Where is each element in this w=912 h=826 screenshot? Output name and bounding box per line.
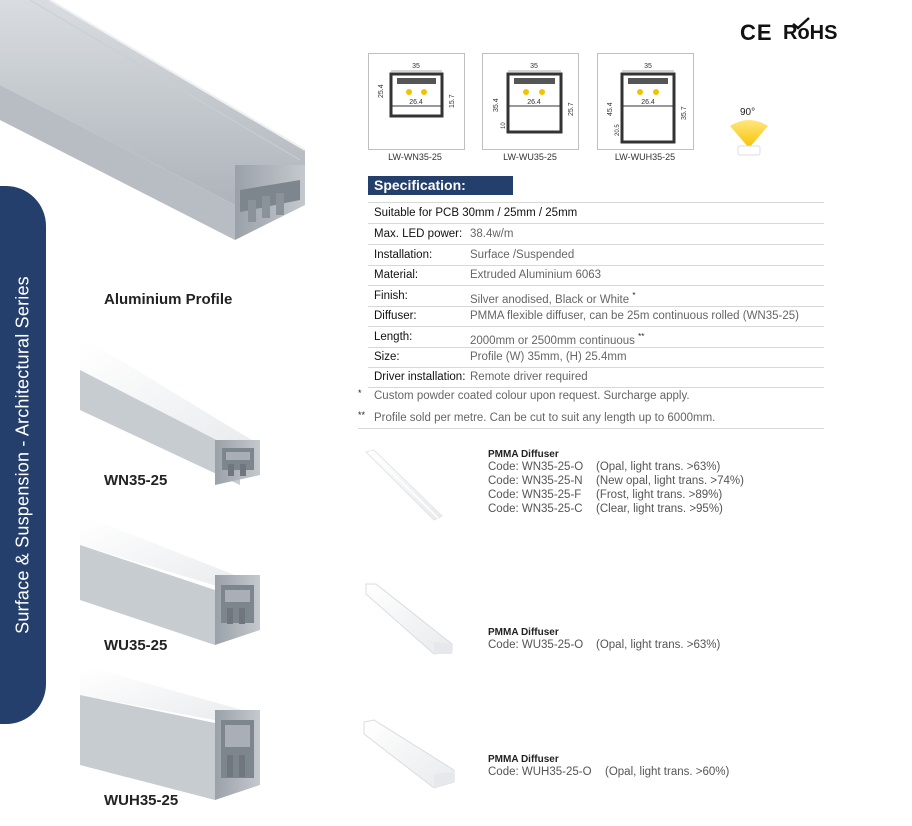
diffuser-code-line: Code: WN35-25-N (New opal, light trans. >74%) [488,475,744,487]
diffuser-code-line: Code: WUH35-25-O (Opal, light trans. >60%) [488,766,730,778]
rohs-text: RoHS [783,22,838,44]
spec-row [368,245,824,266]
beam-angle-label: 90° [740,107,756,118]
spec-row [368,327,824,348]
cs-dim-inner: 26.4 [641,99,655,106]
spec-note [358,386,824,406]
cross-section-wn35-25 [368,53,465,150]
note-mark: * [358,388,362,398]
cs-dim-right: 35.7 [681,106,688,120]
diffuser-block-wu35-25 [488,627,720,652]
diffuser-title: PMMA Diffuser [488,627,559,638]
cs-dim-low: 10 [501,122,507,129]
cs-dim-inner: 26.4 [527,99,541,106]
aluminium-profile-image [0,0,310,245]
spec-value: 38.4w/m [470,228,514,240]
spec-value: Remote driver required [470,371,588,383]
spec-value: Profile (W) 35mm, (H) 25.4mm [470,351,627,363]
cross-section-drawing [483,54,578,149]
model-label-wn35-25: WN35-25 [104,472,168,489]
spec-label: Length: [374,331,413,343]
diffuser-image-wuh35-25 [362,718,457,793]
diffuser-title: PMMA Diffuser [488,449,559,460]
spec-header: Specification: [368,176,513,195]
spec-label: Material: [374,269,419,281]
spec-row [368,224,824,245]
cs-dim-low: 20.5 [615,124,621,136]
side-tab [0,186,46,724]
diffuser-block-wn35-25 [488,449,744,516]
note-text: Profile sold per metre. Can be cut to suit any length up to 6000mm. [374,412,716,424]
cs-dim-width: 35 [412,63,420,70]
spec-row [368,265,824,286]
spec-row-suitable [368,203,824,224]
wn35-25-profile-image [80,340,265,490]
spec-label: Installation: [374,249,433,261]
spec-row [368,306,824,327]
spec-value: 2000mm or 2500mm continuous ** [470,332,645,347]
diffuser-code-line: Code: WN35-25-O (Opal, light trans. >63%) [488,461,721,473]
model-label-wuh35-25: WUH35-25 [104,792,179,809]
spec-row [368,347,824,368]
spec-label: Driver installation: [374,371,466,383]
rohs-check-icon [791,16,811,30]
spec-row [368,367,824,388]
spec-value: Extruded Aluminium 6063 [470,269,602,281]
cs-dim-inner: 26.4 [409,99,423,106]
cs-dim-right: 15.7 [449,94,456,108]
spec-value: Surface /Suspended [470,249,575,261]
cross-section-drawing [598,54,693,149]
diffuser-image-wu35-25 [364,582,454,662]
diffuser-block-wuh35-25 [488,754,729,779]
cs-dim-width: 35 [530,63,538,70]
cross-section-caption-wn35-25: LW-WN35-25 [388,152,442,162]
cs-dim-width: 35 [644,63,652,70]
diffuser-code-line: Code: WU35-25-O (Opal, light trans. >63%) [488,639,721,651]
product-heading: Aluminium Profile [104,291,233,308]
cross-section-caption-wuh35-25: LW-WUH35-25 [614,152,676,162]
spec-value: PMMA flexible diffuser, can be 25m continuous rolled (WN35-25) [470,310,799,322]
spec-label: Max. LED power: [374,228,463,240]
diffuser-title: PMMA Diffuser [488,754,559,765]
cross-section-wu35-25 [482,53,579,150]
cross-section-caption-wu35-25: LW-WU35-25 [503,152,557,162]
spec-row [368,286,824,307]
wuh35-25-profile-image [80,655,265,805]
model-label-wu35-25: WU35-25 [104,637,168,654]
rohs-mark [783,22,837,45]
cross-section-wuh35-25 [597,53,694,150]
cs-dim-right: 25.7 [568,102,575,116]
ce-mark: CE [740,20,773,45]
note-mark: ** [358,410,366,420]
diffuser-code-line: Code: WN35-25-F (Frost, light trans. >89%) [488,489,723,501]
wu35-25-profile-image [80,490,265,650]
note-text: Custom powder coated colour upon request. Surcharge apply. [374,390,690,402]
side-tab-text: Surface & Suspension - Architectural Series [12,276,33,634]
cs-dim-height: 35.4 [493,98,500,112]
diffuser-code-line: Code: WN35-25-C (Clear, light trans. >95%) [488,503,723,515]
cross-section-drawing [369,54,464,149]
spec-suitable: Suitable for PCB 30mm / 25mm / 25mm [374,207,578,219]
cs-dim-height: 25.4 [378,84,385,98]
spec-label: Finish: [374,290,408,302]
spec-label: Diffuser: [374,310,417,322]
diffuser-image-wn35-25 [364,448,444,523]
spec-note [358,408,824,429]
spec-value: Silver anodised, Black or White * [470,291,636,306]
beam-angle-icon [726,120,772,160]
spec-label: Size: [374,351,400,363]
cs-dim-height: 45.4 [607,102,614,116]
